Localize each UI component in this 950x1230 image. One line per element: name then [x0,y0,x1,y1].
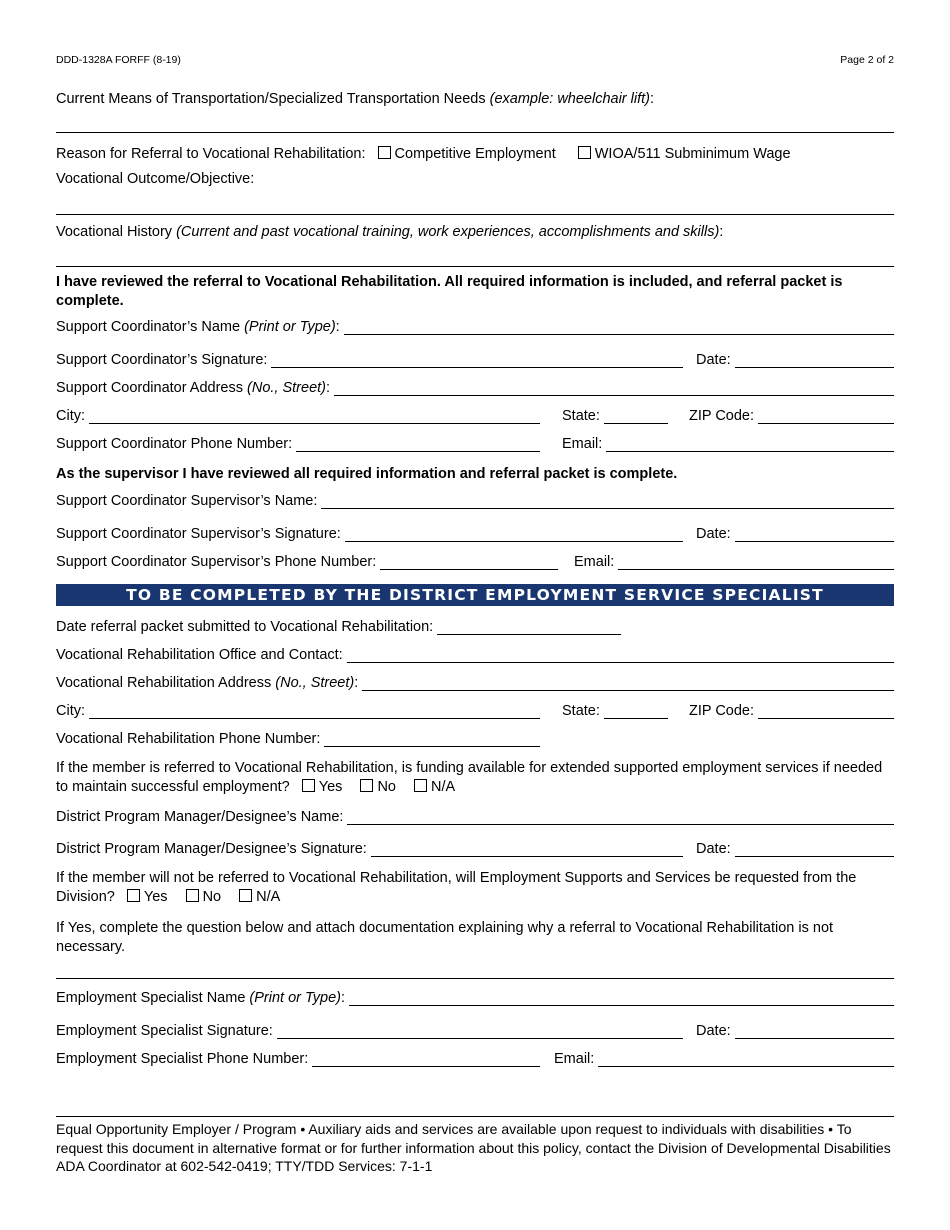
manager-name-field[interactable] [347,810,894,825]
vr-city-field[interactable] [89,704,540,719]
vocational-history-line[interactable] [56,266,894,267]
coordinator-phone-row: Support Coordinator Phone Number: Email: [56,436,894,456]
supervisor-date-field[interactable] [735,527,894,542]
form-id: DDD-1328A FORFF (8-19) [56,54,181,66]
date-submitted-field[interactable] [437,620,621,635]
supervisor-email-field[interactable] [618,555,894,570]
supervisor-phone-row: Support Coordinator Supervisor’s Phone Number: Email: [56,554,894,574]
date-submitted-row: Date referral packet submitted to Vocational Rehabilitation: [56,619,894,639]
funding-yes-checkbox[interactable] [302,779,315,792]
manager-signature-row: District Program Manager/Designee’s Signature: Date: [56,841,894,861]
division-na-checkbox[interactable] [239,889,252,902]
specialist-phone-row: Employment Specialist Phone Number: Email: [56,1051,894,1071]
specialist-phone-field[interactable] [312,1052,540,1067]
supervisor-name-field[interactable] [321,494,894,509]
not-referred-question: If the member will not be referred to Vocational Rehabilitation, will Employment Supports and Services be requested from the Division? Yes No N/A [56,870,857,905]
specialist-name-row: Employment Specialist Name (Print or Type): [56,990,894,1010]
funding-question: If the member is referred to Vocational Rehabilitation, is funding available for extended supported employment services if needed to maintain successful employment? Yes No N/A [56,760,883,795]
transportation-line[interactable] [56,132,894,133]
division-yes-checkbox[interactable] [127,889,140,902]
supervisor-phone-field[interactable] [380,555,558,570]
page-header [56,54,894,66]
vr-office-row: Vocational Rehabilitation Office and Contact: [56,647,894,667]
specialist-name-field[interactable] [349,991,894,1006]
vr-phone-field[interactable] [324,732,540,747]
supervisor-statement: As the supervisor I have reviewed all required information and referral packet is complete. [56,466,678,482]
coordinator-city-field[interactable] [89,409,540,424]
vr-phone-row: Vocational Rehabilitation Phone Number: [56,731,894,751]
funding-no-checkbox[interactable] [360,779,373,792]
vr-zip-field[interactable] [758,704,894,719]
vocational-outcome-label: Vocational Outcome/Objective: [56,171,255,187]
section-banner: TO BE COMPLETED BY THE DISTRICT EMPLOYMENT SERVICE SPECIALIST [56,584,894,606]
footer-divider [56,1116,894,1117]
vocational-outcome-line[interactable] [56,214,894,215]
coordinator-date-field[interactable] [735,353,894,368]
referral-reason-row: Reason for Referral to Vocational Rehabilitation: Competitive Employment WIOA/511 Subminimum Wage [56,146,791,162]
specialist-email-field[interactable] [598,1052,894,1067]
coordinator-address-field[interactable] [334,381,894,396]
wioa-subminimum-checkbox[interactable] [578,146,591,159]
coordinator-statement: I have reviewed the referral to Vocational Rehabilitation. All required information is included, and referral packet is complete. [56,274,843,309]
coordinator-email-field[interactable] [606,437,894,452]
vr-address-field[interactable] [362,676,894,691]
vr-city-row: City: State: ZIP Code: [56,703,894,723]
coordinator-signature-row: Support Coordinator’s Signature: Date: [56,352,894,372]
if-yes-line[interactable] [56,978,894,979]
page-number: Page 2 of 2 [840,54,894,66]
coordinator-phone-field[interactable] [296,437,540,452]
division-no-checkbox[interactable] [186,889,199,902]
coordinator-name-field[interactable] [344,320,894,335]
supervisor-signature-field[interactable] [345,527,683,542]
vr-state-field[interactable] [604,704,668,719]
funding-na-checkbox[interactable] [414,779,427,792]
vr-address-row: Vocational Rehabilitation Address (No., Street): [56,675,894,695]
specialist-date-field[interactable] [735,1024,894,1039]
transportation-label: Current Means of Transportation/Specialized Transportation Needs (example: wheelchair lift): [56,91,655,107]
specialist-signature-row: Employment Specialist Signature: Date: [56,1023,894,1043]
coordinator-address-row: Support Coordinator Address (No., Street): [56,380,894,400]
coordinator-zip-field[interactable] [758,409,894,424]
coordinator-state-field[interactable] [604,409,668,424]
vocational-history-label: Vocational History (Current and past vocational training, work experiences, accomplishments and skills): [56,224,724,240]
vr-office-field[interactable] [347,648,894,663]
coordinator-name-row: Support Coordinator’s Name (Print or Type): [56,319,894,339]
competitive-employment-checkbox[interactable] [378,146,391,159]
footer-text: Equal Opportunity Employer / Program • Auxiliary aids and services are available upon request to individuals with disabilities • To request this document in alternative format or for further information about this policy, contact the Division of Developmental Disabilities ADA Coordinator at 602-542-0419; TTY/TDD Services: 7-1-1 [56,1121,891,1174]
supervisor-name-row: Support Coordinator Supervisor’s Name: [56,493,894,513]
manager-signature-field[interactable] [371,842,683,857]
manager-date-field[interactable] [735,842,894,857]
coordinator-signature-field[interactable] [271,353,683,368]
specialist-signature-field[interactable] [277,1024,683,1039]
coordinator-city-row: City: State: ZIP Code: [56,408,894,428]
manager-name-row: District Program Manager/Designee’s Name: [56,809,894,829]
supervisor-signature-row: Support Coordinator Supervisor’s Signature: Date: [56,526,894,546]
if-yes-instructions: If Yes, complete the question below and attach documentation explaining why a referral to Vocational Rehabilitation is not necessary. [56,920,834,955]
